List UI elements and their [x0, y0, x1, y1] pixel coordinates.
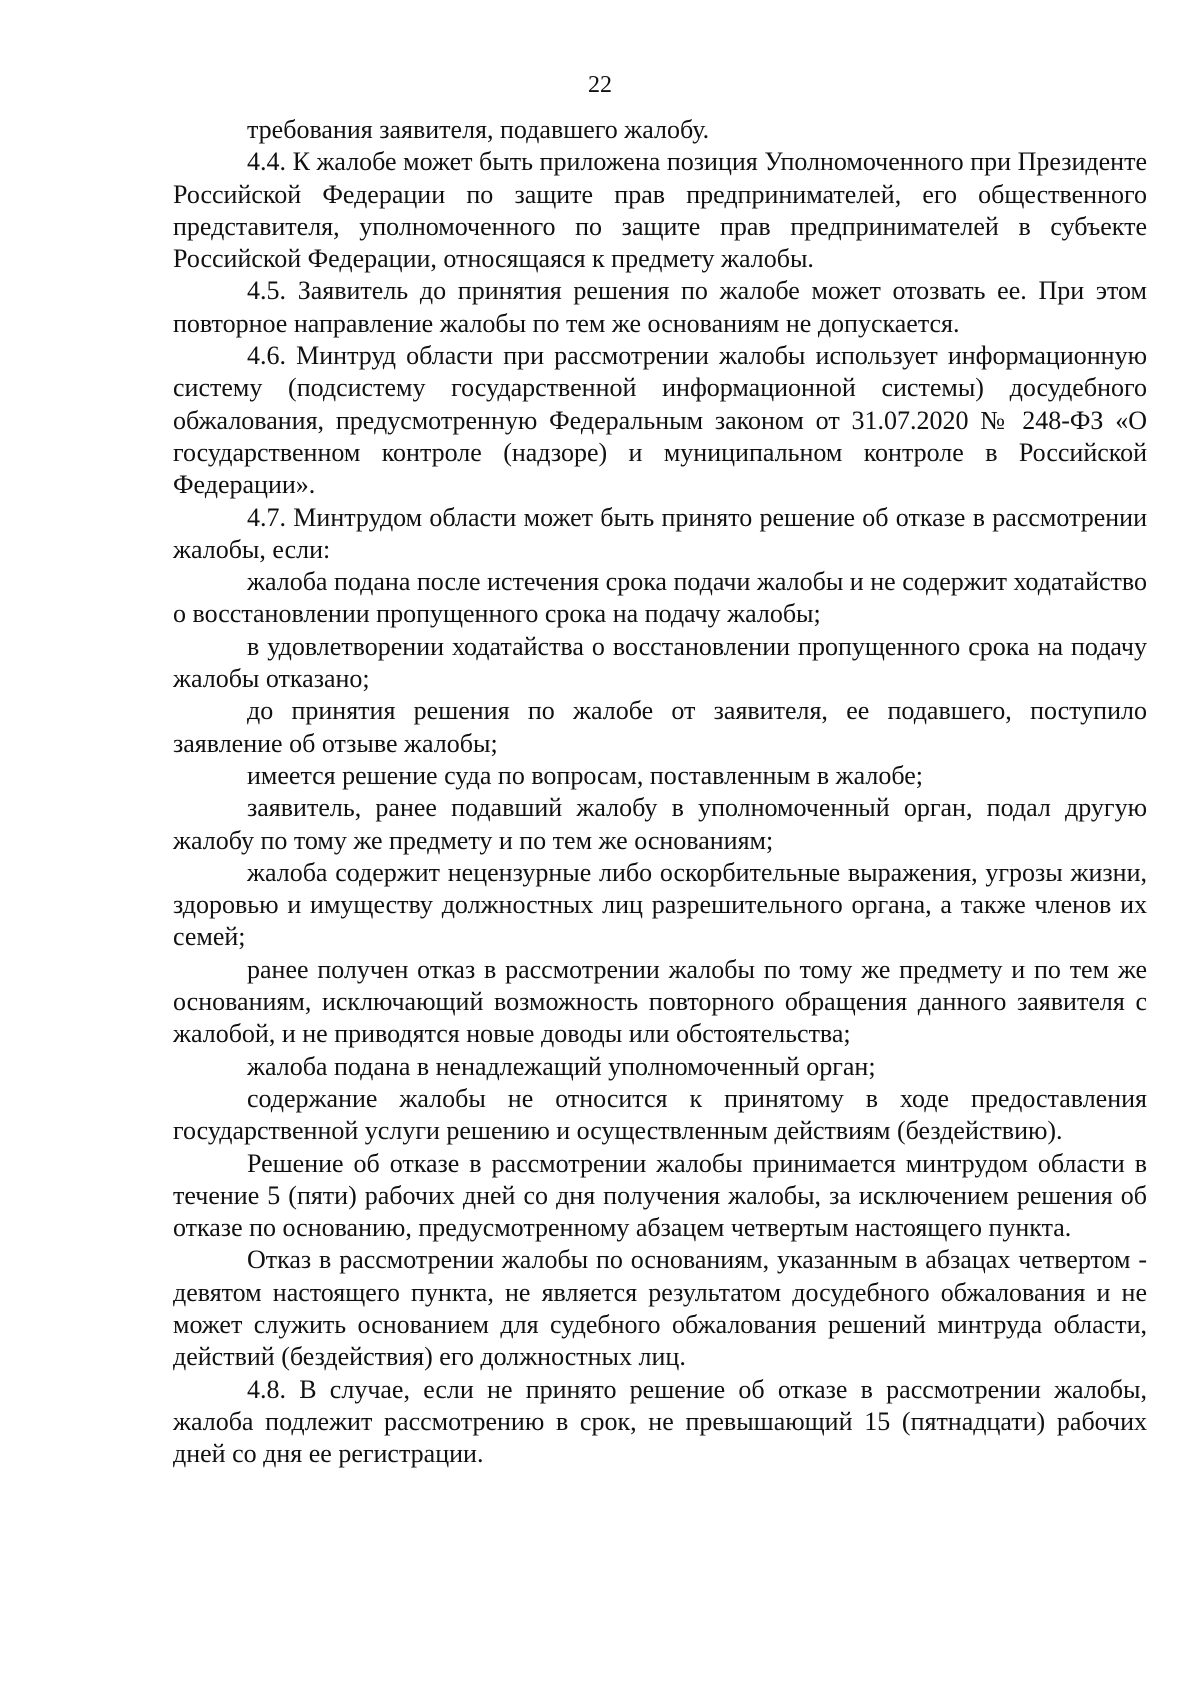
paragraph-refusal-decision: Решение об отказе в рассмотрении жалобы принимается минтрудом области в течение 5 (пяти) рабочих дней со дня получения жалобы, за исключением решения об отказе по основанию, предусмотренному абзацем четвертым настоящего пункта. — [173, 1148, 1147, 1243]
paragraph-4-5: 4.5. Заявитель до принятия решения по жалобе может отозвать ее. При этом повторное направление жалобы по тем же основаниям не допускается. — [173, 276, 1147, 338]
list-item-court-decision: имеется решение суда по вопросам, поставленным в жалобе; — [247, 760, 923, 790]
list-item-wrong-body: жалоба подана в ненадлежащий уполномоченный орган; — [247, 1051, 876, 1081]
list-item-unrelated-content: содержание жалобы не относится к принятому в ходе предоставления государственной услуги решению и осуществленным действиям (бездействию). — [173, 1083, 1147, 1146]
list-item-late-filing: жалоба подана после истечения срока подачи жалобы и не содержит ходатайство о восстановлении пропущенного срока на подачу жалобы; — [173, 567, 1147, 629]
list-item-withdrawal: до принятия решения по жалобе от заявителя, ее подавшего, поступило заявление об отзыве жалобы; — [173, 696, 1147, 758]
paragraph-4-7: 4.7. Минтрудом области может быть принято решение об отказе в рассмотрении жалобы, если: — [173, 502, 1147, 564]
list-item-duplicate-complaint: заявитель, ранее подавший жалобу в уполномоченный орган, подал другую жалобу по тому же предмету и по тем же основаниям; — [173, 793, 1147, 855]
list-item-petition-denied: в удовлетворении ходатайства о восстановлении пропущенного срока на подачу жалобы отказано; — [173, 631, 1147, 694]
paragraph-4-6: 4.6. Минтруд области при рассмотрении жалобы использует информационную систему (подсистему государственной информационной системы) досудебного обжалования, предусмотренную Федеральным законом от 31.07.2020 № 248-ФЗ «О государственном контроле (надзоре) и муниципальном контроле в Российской Федерации». — [173, 341, 1147, 500]
document-body — [173, 114, 1147, 1470]
list-item-prior-refusal: ранее получен отказ в рассмотрении жалобы по тому же предмету и по тем же основаниям, исключающий возможность повторного обращения данного заявителя с жалобой, и не приводятся новые доводы или обстоятельства; — [173, 954, 1147, 1049]
paragraph-4-8: 4.8. В случае, если не принято решение об отказе в рассмотрении жалобы, жалоба подлежит рассмотрению в срок, не превышающий 15 (пятнадцати) рабочих дней со дня ее регистрации. — [173, 1374, 1147, 1469]
paragraph-4-4: 4.4. К жалобе может быть приложена позиция Уполномоченного при Президенте Российской Федерации по защите прав предпринимателей, его общественного представителя, уполномоченного по защите прав предпринимателей в субъекте Российской Федерации, относящаяся к предмету жалобы. — [173, 147, 1147, 274]
paragraph-continuation: требования заявителя, подавшего жалобу. — [247, 115, 710, 144]
paragraph-refusal-consequence: Отказ в рассмотрении жалобы по основаниям, указанным в абзацах четвертом - девятом настоящего пункта, не является результатом досудебного обжалования и не может служить основанием для судебного обжалования решений минтруда области, действий (бездействия) его должностных лиц. — [173, 1245, 1147, 1372]
page-number: 22 — [588, 72, 612, 98]
list-item-offensive-content: жалоба содержит нецензурные либо оскорбительные выражения, угрозы жизни, здоровью и имуществу должностных лиц разрешительного органа, а также членов их семей; — [173, 857, 1147, 952]
